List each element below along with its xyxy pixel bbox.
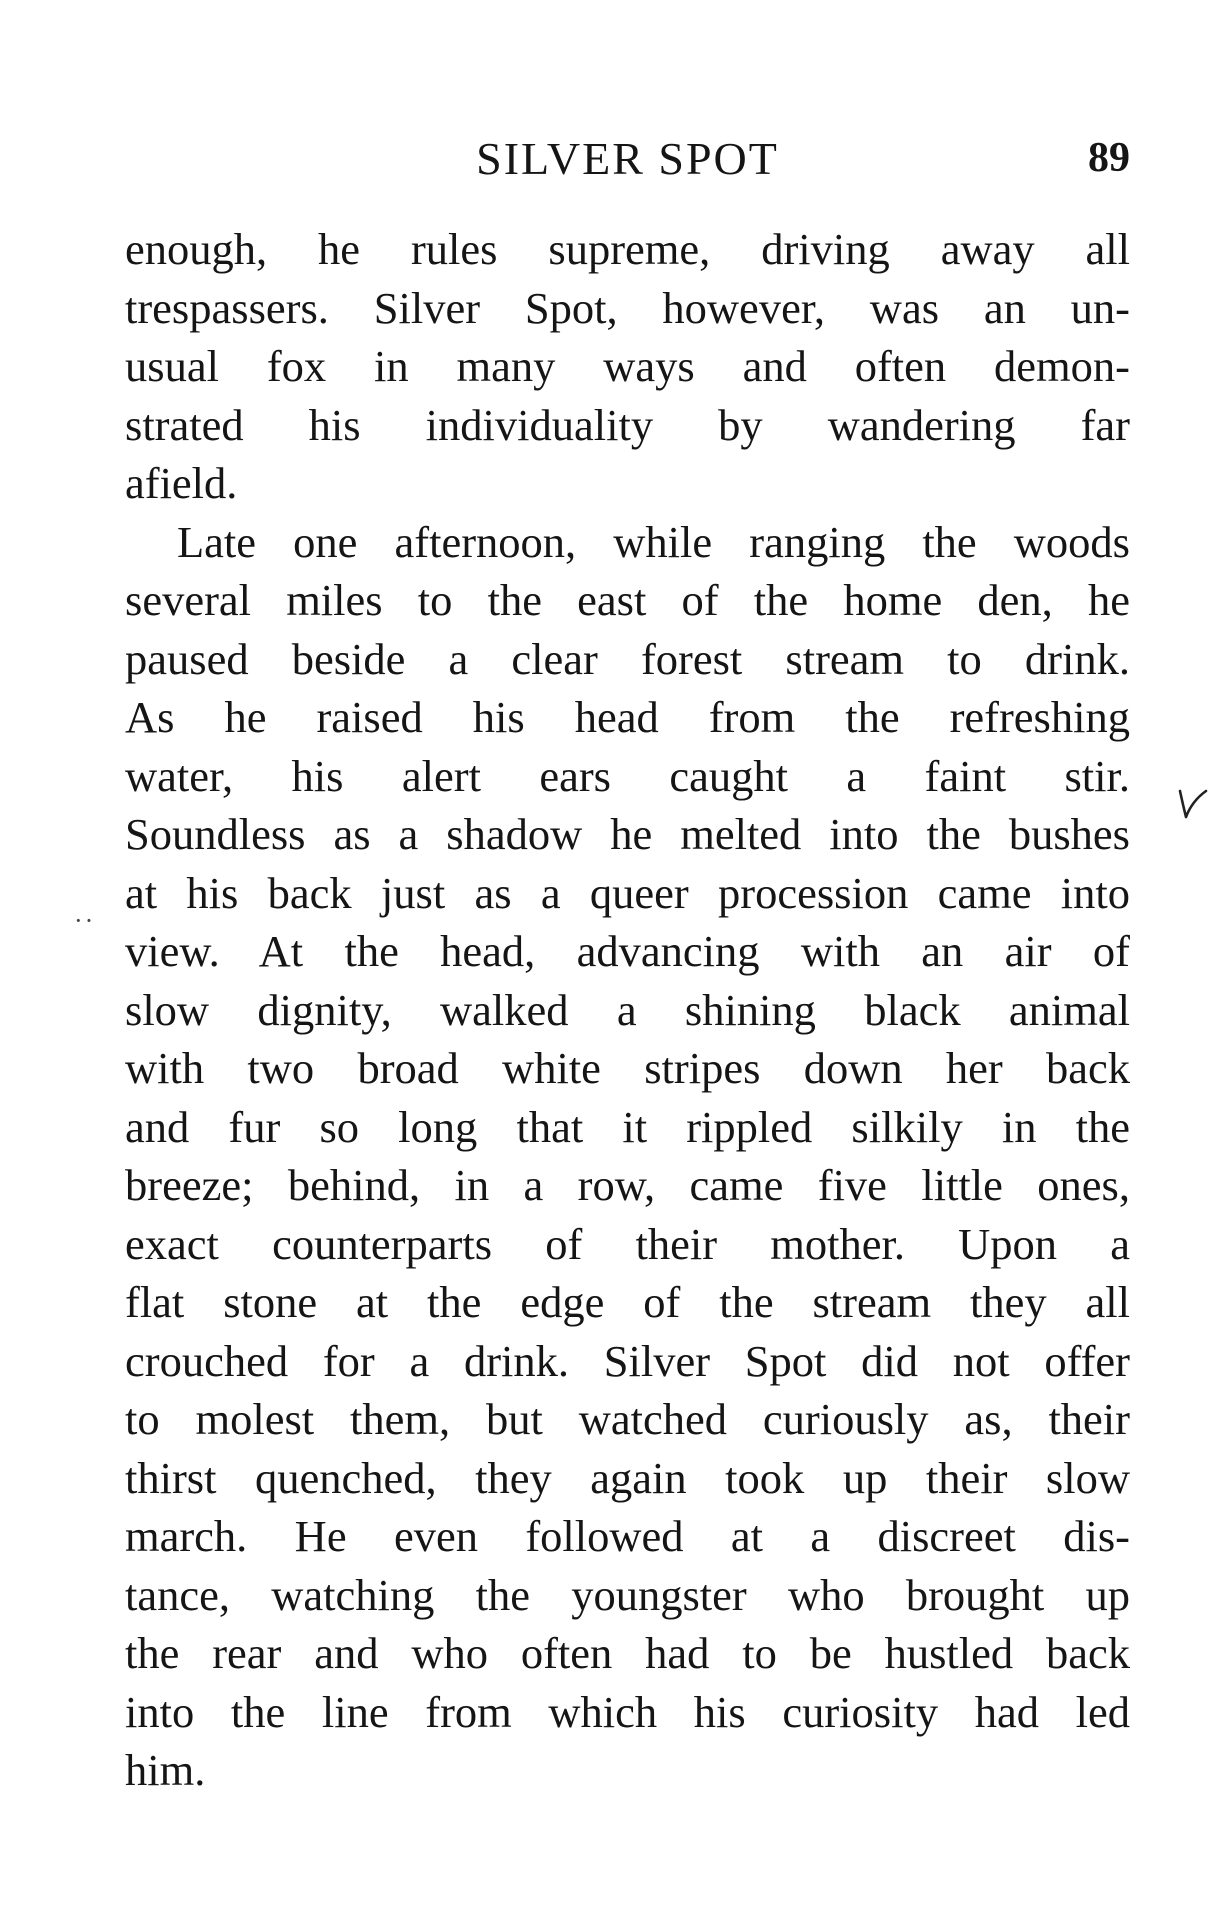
text-line: him.	[125, 1745, 206, 1795]
text-line: to molest them, but watched curiously as, their	[125, 1394, 1130, 1444]
text-line: Soundless as a shadow he melted into the bushes	[125, 809, 1130, 859]
text-line: view. At the head, advancing with an air of	[125, 926, 1130, 976]
text-line: into the line from which his curiosity had led	[125, 1686, 1130, 1737]
running-head	[125, 132, 1130, 192]
text-line: enough, he rules supreme, driving away all	[125, 224, 1130, 274]
text-line: at his back just as a queer procession came into	[125, 867, 1130, 918]
text-line: usual fox in many ways and often demon-	[125, 341, 1130, 391]
text-line: the rear and who often had to be hustled back	[125, 1628, 1130, 1678]
text-line: As he raised his head from the refreshing	[125, 692, 1130, 742]
text-line: and fur so long that it rippled silkily in the	[125, 1101, 1130, 1152]
margin-dots: ··	[74, 906, 96, 935]
text-line: trespassers. Silver Spot, however, was an un-	[125, 282, 1130, 333]
text-line: tance, watching the youngster who brought up	[125, 1569, 1130, 1620]
text-line: thirst quenched, they again took up their slow	[125, 1452, 1130, 1503]
text-line: slow dignity, walked a shining black animal	[125, 984, 1130, 1035]
text-line: afield.	[125, 458, 238, 508]
check-mark-icon	[1178, 785, 1208, 823]
text-line: strated his individuality by wandering far	[125, 399, 1130, 450]
text-line: Late one afternoon, while ranging the woods	[177, 516, 1130, 567]
page-number: 89	[1088, 135, 1130, 181]
text-line: crouched for a drink. Silver Spot did not offer	[125, 1335, 1130, 1386]
body-text	[125, 220, 1130, 1800]
text-line: breeze; behind, in a row, came five little ones,	[125, 1160, 1130, 1210]
text-line: march. He even followed at a discreet dis-	[125, 1511, 1130, 1561]
text-line: flat stone at the edge of the stream they all	[125, 1277, 1130, 1327]
text-line: several miles to the east of the home den, he	[125, 575, 1130, 625]
text-line: paused beside a clear forest stream to drink.	[125, 633, 1130, 684]
running-title: SILVER SPOT	[476, 133, 779, 184]
text-line: with two broad white stripes down her back	[125, 1043, 1130, 1093]
text-line: exact counterparts of their mother. Upon a	[125, 1218, 1130, 1269]
text-line: water, his alert ears caught a faint stir.	[125, 750, 1130, 801]
